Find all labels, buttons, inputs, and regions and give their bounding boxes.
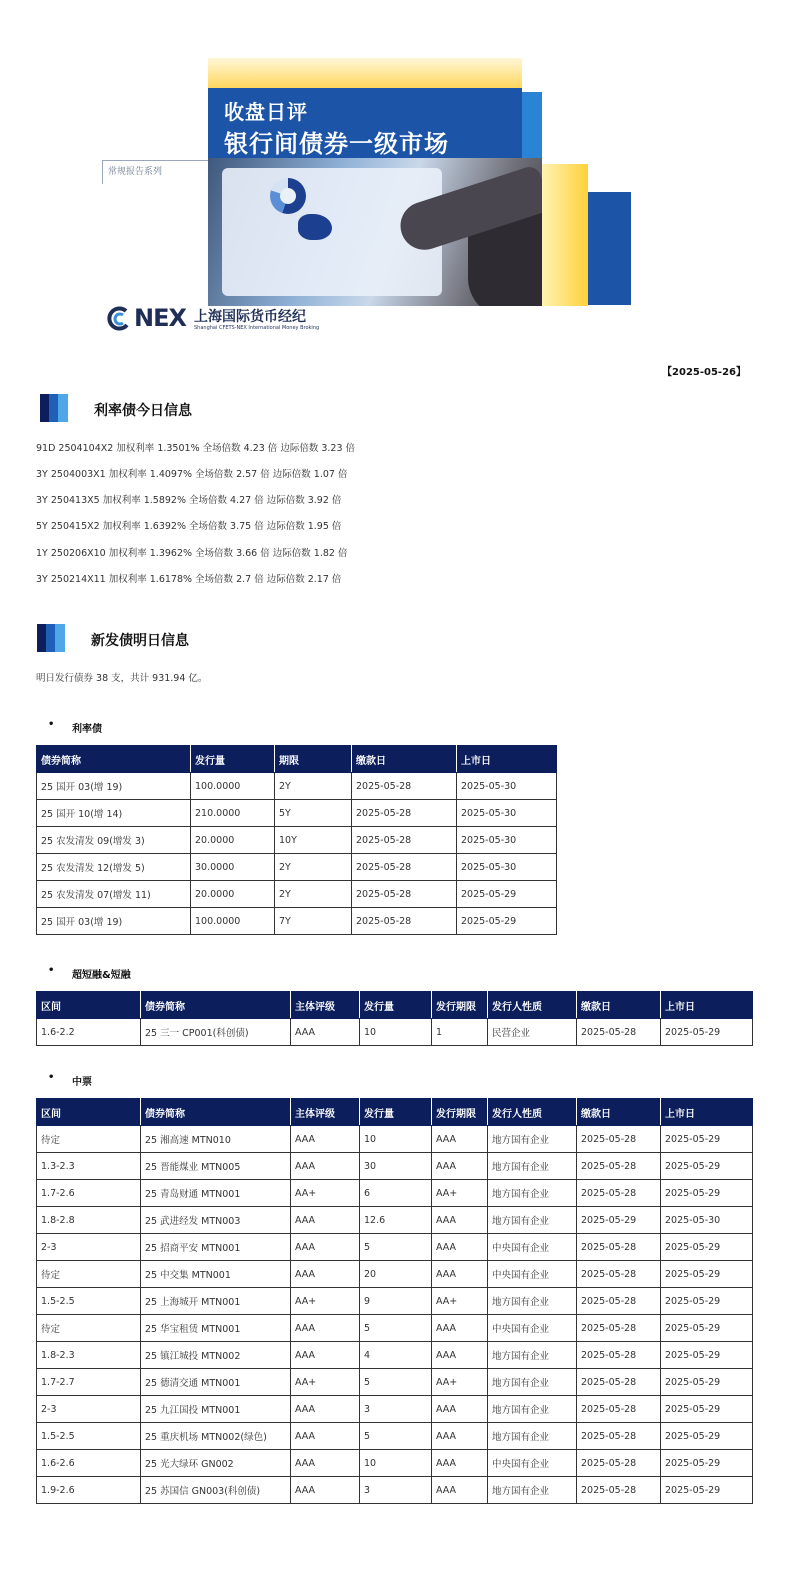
table-cell: AA+	[432, 1369, 488, 1396]
table-cell: 地方国有企业	[488, 1477, 577, 1504]
table-cell: 10	[360, 1126, 432, 1153]
table-cell: 2025-05-30	[457, 773, 557, 800]
logo-company-cn: 上海国际货币经纪	[194, 309, 306, 325]
table-cell: 25 国开 10(增 14)	[37, 800, 191, 827]
column-header: 区间	[37, 992, 141, 1019]
table-cell: 待定	[37, 1126, 141, 1153]
table-cell: 25 中交集 MTN001	[141, 1261, 291, 1288]
column-header: 债券简称	[141, 1099, 291, 1126]
table-cell: 1.8-2.8	[37, 1207, 141, 1234]
table-cell: 5	[360, 1315, 432, 1342]
table-cell: 210.0000	[191, 800, 275, 827]
table-row	[37, 1315, 753, 1342]
table-cell: 5	[360, 1234, 432, 1261]
table-cell: 9	[360, 1288, 432, 1315]
table-cell: 2025-05-28	[352, 908, 457, 935]
table-cell: 25 晋能煤业 MTN005	[141, 1153, 291, 1180]
banner-right-yellow	[542, 164, 588, 306]
rate-today-line: 5Y 250415X2 加权利率 1.6392% 全场倍数 3.75 倍 边际倍数 1.95 倍	[36, 521, 342, 532]
table-cell: 2025-05-28	[577, 1153, 661, 1180]
section-title: 利率债今日信息	[94, 403, 192, 419]
column-header: 缴款日	[577, 992, 661, 1019]
table-cell: AA+	[291, 1180, 360, 1207]
table-row	[37, 1288, 753, 1315]
table-cell: 2025-05-28	[577, 1261, 661, 1288]
column-header: 缴款日	[352, 746, 457, 773]
table-cell: 25 上海城开 MTN001	[141, 1288, 291, 1315]
table-cell: 1.7-2.7	[37, 1369, 141, 1396]
table-cell: 25 三一 CP001(科创债)	[141, 1019, 291, 1046]
nex-logo-text: NEX	[134, 304, 186, 332]
rate-today-line: 1Y 250206X10 加权利率 1.3962% 全场倍数 3.66 倍 边际倍数 1.82 倍	[36, 548, 348, 559]
table-cell: 25 光大绿环 GN002	[141, 1450, 291, 1477]
table-row	[37, 1126, 753, 1153]
table-cell: 1.7-2.6	[37, 1180, 141, 1207]
table-cell: AAA	[291, 1261, 360, 1288]
table-row	[37, 1261, 753, 1288]
banner-tablet-photo	[208, 158, 542, 306]
table-row	[37, 1234, 753, 1261]
short-term-table	[36, 991, 753, 1046]
column-header: 发行期限	[432, 992, 488, 1019]
table-cell: AAA	[291, 1450, 360, 1477]
table-cell: 中央国有企业	[488, 1261, 577, 1288]
rate-today-line: 3Y 2504003X1 加权利率 1.4097% 全场倍数 2.57 倍 边际倍数 1.07 倍	[36, 469, 348, 480]
bullet-label: 利率债	[72, 724, 102, 735]
table-cell: 20.0000	[191, 881, 275, 908]
column-header: 上市日	[661, 992, 753, 1019]
table-cell: 2025-05-28	[352, 854, 457, 881]
table-cell: 2025-05-29	[661, 1180, 753, 1207]
table-cell: 2025-05-28	[577, 1126, 661, 1153]
report-banner	[0, 0, 792, 345]
table-cell: AAA	[432, 1477, 488, 1504]
table-cell: 地方国有企业	[488, 1180, 577, 1207]
logo-company-en: Shanghai CFETS-NEX International Money Broking	[194, 325, 320, 331]
column-header: 期限	[275, 746, 352, 773]
column-header: 发行量	[360, 992, 432, 1019]
table-cell: AAA	[291, 1126, 360, 1153]
column-header: 缴款日	[577, 1099, 661, 1126]
bullet-label: 中票	[72, 1077, 92, 1088]
table-cell: 2Y	[275, 773, 352, 800]
table-cell: 1	[432, 1019, 488, 1046]
table-header	[37, 992, 753, 1019]
table-cell: 25 农发清发 09(增发 3)	[37, 827, 191, 854]
table-cell: AAA	[432, 1342, 488, 1369]
table-cell: 1.6-2.2	[37, 1019, 141, 1046]
table-cell: 2025-05-28	[577, 1423, 661, 1450]
table-cell: AAA	[432, 1126, 488, 1153]
table-cell: 中央国有企业	[488, 1315, 577, 1342]
bullet-short-term	[52, 966, 131, 981]
bullet-mtn	[52, 1073, 92, 1088]
table-cell: 2025-05-28	[352, 881, 457, 908]
table-cell: 2025-05-30	[661, 1207, 753, 1234]
table-cell: 2025-05-28	[577, 1477, 661, 1504]
rate-today-line: 3Y 250413X5 加权利率 1.5892% 全场倍数 4.27 倍 边际倍数 3.92 倍	[36, 495, 342, 506]
table-cell: AAA	[432, 1423, 488, 1450]
table-row	[37, 908, 557, 935]
table-cell: 2Y	[275, 881, 352, 908]
map-icon	[298, 214, 332, 240]
column-header: 主体评级	[291, 1099, 360, 1126]
series-divider	[102, 160, 208, 161]
table-cell: 地方国有企业	[488, 1396, 577, 1423]
table-cell: 3	[360, 1396, 432, 1423]
table-cell: 2025-05-28	[577, 1369, 661, 1396]
table-row	[37, 1450, 753, 1477]
table-row	[37, 1423, 753, 1450]
table-body	[37, 773, 557, 935]
table-cell: 2025-05-29	[661, 1019, 753, 1046]
table-cell: 2025-05-29	[661, 1396, 753, 1423]
table-cell: AAA	[291, 1396, 360, 1423]
table-cell: 2025-05-28	[577, 1342, 661, 1369]
table-cell: 25 国开 03(增 19)	[37, 908, 191, 935]
table-row	[37, 827, 557, 854]
table-row	[37, 800, 557, 827]
table-cell: 1.6-2.6	[37, 1450, 141, 1477]
rate-today-line: 3Y 250214X11 加权利率 1.6178% 全场倍数 2.7 倍 边际倍数 2.17 倍	[36, 574, 342, 585]
rate-bonds-table	[36, 745, 557, 935]
table-cell: 地方国有企业	[488, 1342, 577, 1369]
table-cell: 地方国有企业	[488, 1369, 577, 1396]
table-cell: 25 华宝租赁 MTN001	[141, 1315, 291, 1342]
column-header: 上市日	[661, 1099, 753, 1126]
table-cell: 25 招商平安 MTN001	[141, 1234, 291, 1261]
banner-title-line1: 收盘日评	[224, 100, 308, 124]
column-header: 上市日	[457, 746, 557, 773]
table-cell: 1.3-2.3	[37, 1153, 141, 1180]
table-cell: 20.0000	[191, 827, 275, 854]
table-cell: 5	[360, 1423, 432, 1450]
banner-right-blue	[588, 192, 631, 305]
table-cell: 1.9-2.6	[37, 1477, 141, 1504]
table-cell: 2025-05-28	[577, 1288, 661, 1315]
new-issue-summary: 明日发行债券 38 支，共计 931.94 亿。	[36, 673, 208, 684]
table-cell: AAA	[291, 1019, 360, 1046]
table-cell: 1.8-2.3	[37, 1342, 141, 1369]
table-cell: 25 湘高速 MTN010	[141, 1126, 291, 1153]
column-header: 发行期限	[432, 1099, 488, 1126]
table-cell: 5Y	[275, 800, 352, 827]
table-cell: 2-3	[37, 1234, 141, 1261]
section-title: 新发债明日信息	[91, 633, 189, 649]
table-row	[37, 773, 557, 800]
table-cell: 100.0000	[191, 773, 275, 800]
table-header	[37, 746, 557, 773]
table-cell: 2025-05-29	[661, 1126, 753, 1153]
rate-today-line: 91D 2504104X2 加权利率 1.3501% 全场倍数 4.23 倍 边际倍数 3.23 倍	[36, 443, 356, 454]
column-header: 发行量	[191, 746, 275, 773]
table-cell: 地方国有企业	[488, 1423, 577, 1450]
table-cell: AA+	[291, 1369, 360, 1396]
table-cell: 10	[360, 1450, 432, 1477]
column-header: 发行人性质	[488, 1099, 577, 1126]
table-cell: 25 国开 03(增 19)	[37, 773, 191, 800]
column-header: 发行人性质	[488, 992, 577, 1019]
report-date: 【2025-05-26】	[662, 367, 746, 378]
table-header	[37, 1099, 753, 1126]
table-row	[37, 881, 557, 908]
banner-accent-strip	[522, 92, 542, 162]
table-cell: 待定	[37, 1315, 141, 1342]
mtn-table	[36, 1098, 753, 1504]
table-cell: AAA	[291, 1153, 360, 1180]
table-row	[37, 854, 557, 881]
column-header: 发行量	[360, 1099, 432, 1126]
table-cell: 2-3	[37, 1396, 141, 1423]
table-cell: 25 镇江城投 MTN002	[141, 1342, 291, 1369]
table-cell: 25 九江国投 MTN001	[141, 1396, 291, 1423]
table-cell: 2025-05-29	[661, 1477, 753, 1504]
column-header: 主体评级	[291, 992, 360, 1019]
table-cell: 2025-05-28	[577, 1234, 661, 1261]
table-cell: 地方国有企业	[488, 1207, 577, 1234]
table-cell: 1.5-2.5	[37, 1288, 141, 1315]
section-bars-icon	[40, 394, 70, 422]
table-row	[37, 1207, 753, 1234]
table-cell: 2025-05-29	[661, 1261, 753, 1288]
nex-logo-icon	[106, 306, 132, 332]
table-cell: AAA	[291, 1315, 360, 1342]
table-row	[37, 1180, 753, 1207]
table-cell: 2025-05-28	[577, 1450, 661, 1477]
table-cell: 地方国有企业	[488, 1288, 577, 1315]
table-cell: 25 农发清发 12(增发 5)	[37, 854, 191, 881]
table-cell: AAA	[291, 1423, 360, 1450]
series-label: 常规报告系列	[108, 167, 163, 177]
table-cell: 2025-05-29	[457, 908, 557, 935]
table-cell: 12.6	[360, 1207, 432, 1234]
table-cell: AAA	[432, 1450, 488, 1477]
donut-chart-icon	[270, 178, 306, 214]
bullet-rate-bonds	[52, 720, 102, 735]
series-divider-vertical	[102, 160, 103, 184]
table-cell: AAA	[432, 1207, 488, 1234]
table-cell: 2025-05-29	[661, 1288, 753, 1315]
table-cell: 30.0000	[191, 854, 275, 881]
table-cell: 2025-05-30	[457, 854, 557, 881]
table-cell: AAA	[291, 1207, 360, 1234]
table-cell: AAA	[432, 1234, 488, 1261]
table-row	[37, 1477, 753, 1504]
table-cell: AAA	[291, 1477, 360, 1504]
table-cell: 10Y	[275, 827, 352, 854]
table-row	[37, 1369, 753, 1396]
table-cell: 25 德清交通 MTN001	[141, 1369, 291, 1396]
table-cell: AA+	[432, 1180, 488, 1207]
table-cell: 1.5-2.5	[37, 1423, 141, 1450]
table-cell: 2025-05-29	[661, 1234, 753, 1261]
table-cell: 2025-05-28	[352, 827, 457, 854]
table-cell: 2025-05-29	[661, 1153, 753, 1180]
table-cell: 2025-05-29	[661, 1423, 753, 1450]
table-cell: 地方国有企业	[488, 1126, 577, 1153]
table-cell: 2025-05-29	[577, 1207, 661, 1234]
table-cell: 2025-05-29	[661, 1342, 753, 1369]
table-cell: AAA	[432, 1315, 488, 1342]
table-cell: 20	[360, 1261, 432, 1288]
table-cell: 25 苏国信 GN003(科创债)	[141, 1477, 291, 1504]
banner-yellow-band	[208, 58, 522, 92]
table-cell: AA+	[291, 1288, 360, 1315]
table-cell: 5	[360, 1369, 432, 1396]
table-cell: 民营企业	[488, 1019, 577, 1046]
table-cell: 地方国有企业	[488, 1153, 577, 1180]
table-cell: 7Y	[275, 908, 352, 935]
table-body	[37, 1126, 753, 1504]
table-cell: 2025-05-28	[577, 1019, 661, 1046]
table-cell: 2025-05-30	[457, 800, 557, 827]
table-row	[37, 1342, 753, 1369]
table-row	[37, 1153, 753, 1180]
table-row	[37, 1019, 753, 1046]
table-cell: 30	[360, 1153, 432, 1180]
table-cell: AAA	[432, 1261, 488, 1288]
table-cell: 25 青岛财通 MTN001	[141, 1180, 291, 1207]
table-cell: 100.0000	[191, 908, 275, 935]
table-body	[37, 1019, 753, 1046]
table-cell: AAA	[291, 1342, 360, 1369]
banner-title-line2: 银行间债券一级市场	[224, 130, 449, 158]
table-cell: 2Y	[275, 854, 352, 881]
table-cell: 25 重庆机场 MTN002(绿色)	[141, 1423, 291, 1450]
table-cell: 25 农发清发 07(增发 11)	[37, 881, 191, 908]
bullet-label: 超短融&短融	[72, 970, 131, 981]
table-cell: 10	[360, 1019, 432, 1046]
table-cell: AAA	[291, 1234, 360, 1261]
table-cell: 25 武进经发 MTN003	[141, 1207, 291, 1234]
table-cell: AAA	[432, 1396, 488, 1423]
table-cell: 6	[360, 1180, 432, 1207]
table-cell: AA+	[432, 1288, 488, 1315]
table-cell: 2025-05-28	[352, 800, 457, 827]
table-cell: 2025-05-28	[577, 1180, 661, 1207]
table-cell: 2025-05-29	[661, 1369, 753, 1396]
table-cell: 待定	[37, 1261, 141, 1288]
table-cell: 2025-05-28	[577, 1396, 661, 1423]
section-bars-icon	[37, 624, 67, 652]
column-header: 区间	[37, 1099, 141, 1126]
table-cell: 3	[360, 1477, 432, 1504]
table-row	[37, 1396, 753, 1423]
column-header: 债券简称	[37, 746, 191, 773]
table-cell: 2025-05-28	[577, 1315, 661, 1342]
table-cell: 4	[360, 1342, 432, 1369]
table-cell: 2025-05-29	[457, 881, 557, 908]
table-cell: 2025-05-30	[457, 827, 557, 854]
table-cell: 2025-05-28	[352, 773, 457, 800]
table-cell: AAA	[432, 1153, 488, 1180]
column-header: 债券简称	[141, 992, 291, 1019]
table-cell: 2025-05-29	[661, 1450, 753, 1477]
table-cell: 中央国有企业	[488, 1450, 577, 1477]
table-cell: 中央国有企业	[488, 1234, 577, 1261]
table-cell: 2025-05-29	[661, 1315, 753, 1342]
